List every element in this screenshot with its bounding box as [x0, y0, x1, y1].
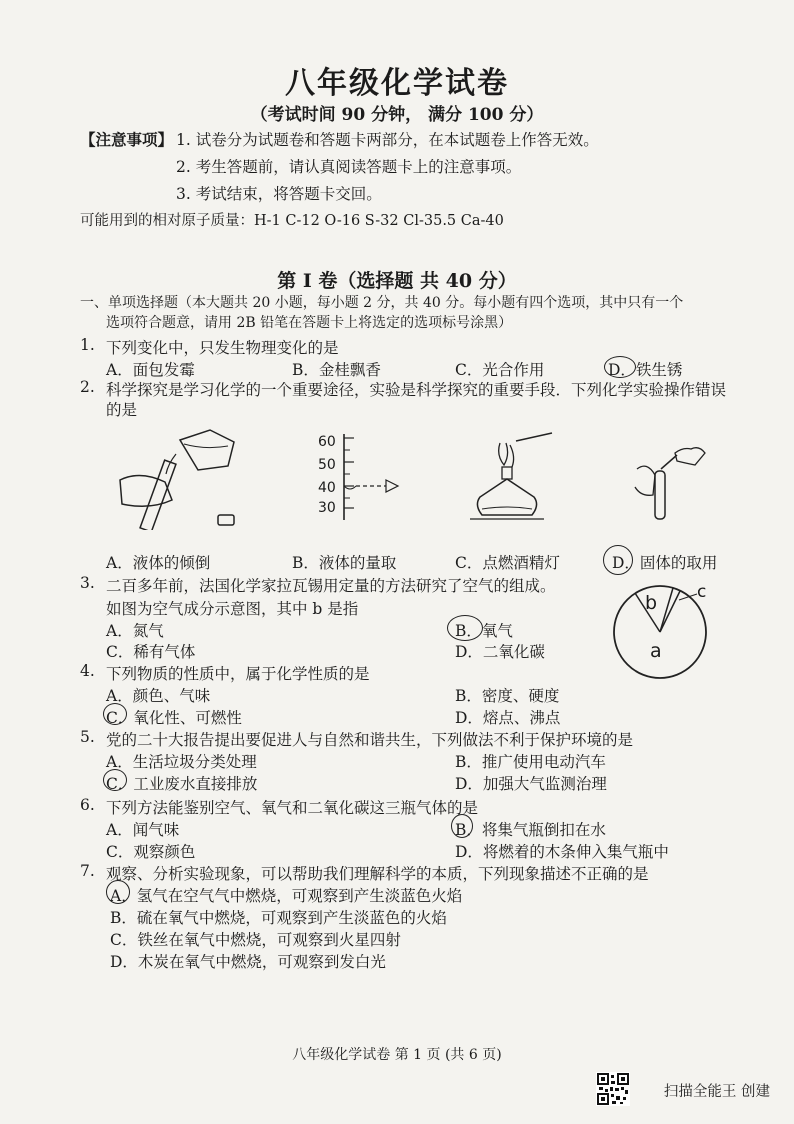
q4-option-c: C．氧化性、可燃性 — [106, 709, 242, 727]
qr-code-icon — [596, 1072, 630, 1106]
q5-option-a: A．生活垃圾分类处理 — [106, 753, 257, 771]
pie-label-c: c — [697, 582, 707, 602]
q7-option-c: C．铁丝在氧气中燃烧，可观察到火星四射 — [110, 931, 401, 949]
section-title: 第 I 卷（选择题 共 40 分） — [277, 270, 517, 292]
q6-stem: 下列方法能鉴别空气、氧气和二氧化碳这三瓶气体的是 — [106, 799, 479, 817]
q1-number: 1. — [80, 336, 95, 354]
q7-stem: 观察、分析实验现象，可以帮助我们理解科学的本质，下列现象描述不正确的是 — [106, 865, 649, 883]
q5-stem: 党的二十大报告提出要促进人与自然和谐共生，下列做法不利于保护环境的是 — [106, 731, 634, 749]
q3-option-c: C．稀有气体 — [106, 643, 196, 661]
q1-stem: 下列变化中，只发生物理变化的是 — [106, 339, 339, 357]
pie-label-b: b — [645, 592, 658, 614]
q7-option-d: D．木炭在氧气中燃烧，可观察到发白光 — [110, 953, 386, 971]
answer-mark-q3 — [447, 615, 483, 641]
note-item-3: 3. 考试结束，将答题卡交回。 — [176, 185, 382, 203]
cylinder-tick-30: 30 — [318, 500, 336, 516]
page-footer: 八年级化学试卷 第 1 页 (共 6 页) — [292, 1047, 502, 1063]
pour-liquid-figure-hitbox — [108, 420, 246, 530]
q3-option-d: D．二氧化碳 — [455, 643, 545, 661]
q5-option-d: D．加强大气监测治理 — [455, 775, 607, 793]
q1-option-a: A．面包发霉 — [106, 361, 195, 379]
q6-option-c: C．观察颜色 — [106, 843, 196, 861]
q6-option-a: A．闻气味 — [106, 821, 180, 839]
answer-mark-q1 — [604, 356, 636, 378]
q2-number: 2. — [80, 378, 95, 396]
cylinder-tick-60: 60 — [318, 434, 336, 450]
q7-option-a: A．氢气在空气气中燃烧，可观察到产生淡蓝色火焰 — [110, 887, 463, 905]
answer-mark-q7 — [106, 880, 130, 904]
q4-option-a: A．颜色、气味 — [106, 687, 211, 705]
cylinder-tick-40: 40 — [318, 480, 336, 496]
q4-option-b: B．密度、硬度 — [455, 687, 560, 705]
q2-option-b: B．液体的量取 — [292, 554, 397, 572]
note-item-2: 2. 考生答题前，请认真阅读答题卡上的注意事项。 — [176, 158, 522, 176]
q7-option-b: B．硫在氧气中燃烧，可观察到产生淡蓝色的火焰 — [110, 909, 447, 927]
q6-option-d: D．将燃着的木条伸入集气瓶中 — [455, 843, 669, 861]
graduated-cylinder-figure — [300, 430, 410, 522]
answer-mark-q4 — [103, 703, 127, 725]
q5-number: 5. — [80, 728, 95, 746]
q4-option-d: D．熔点、沸点 — [455, 709, 561, 727]
alcohol-lamp-figure — [460, 425, 560, 530]
q2-stem: 科学探究是学习化学的一个重要途径，实验是科学探究的重要手段．下列化学实验操作错误 — [106, 381, 727, 399]
q5-option-b: B．推广使用电动汽车 — [455, 753, 606, 771]
q3-option-a: A．氮气 — [106, 622, 164, 640]
page-title: 八年级化学试卷 — [285, 66, 509, 101]
notes-label: 【注意事项】 — [80, 130, 174, 149]
q2-stem-cont: 的是 — [106, 401, 138, 419]
q7-number: 7. — [80, 862, 95, 880]
q4-number: 4. — [80, 662, 95, 680]
q3-number: 3. — [80, 574, 95, 592]
answer-mark-q2 — [603, 545, 633, 575]
section-instruction-2: 选项符合题意，请用 2B 铅笔在答题卡上将选定的选项标号涂黑） — [106, 315, 513, 331]
cylinder-tick-50: 50 — [318, 457, 336, 473]
air-composition-pie — [605, 578, 725, 688]
solid-taking-figure — [625, 425, 715, 525]
q2-option-a: A．液体的倾倒 — [106, 554, 211, 572]
exam-duration-score: （考试时间 90 分钟， 满分 100 分） — [250, 105, 544, 125]
q2-option-d: D．固体的取用 — [612, 554, 718, 572]
q6-number: 6. — [80, 796, 95, 814]
q4-stem: 下列物质的性质中，属于化学性质的是 — [106, 665, 370, 683]
scanner-watermark: 扫描全能王 创建 — [663, 1084, 770, 1100]
section-instruction-1: 一、单项选择题（本大题共 20 小题，每小题 2 分，共 40 分。每小题有四个选项，其中只有一个 — [80, 295, 684, 311]
q1-option-d: D．铁生锈 — [608, 361, 683, 379]
pie-label-a: a — [650, 640, 662, 662]
q1-option-b: B．金桂飘香 — [292, 361, 381, 379]
q3-stem: 二百多年前，法国化学家拉瓦锡用定量的方法研究了空气的组成。 — [106, 577, 556, 595]
q6-option-b: B．将集气瓶倒扣在水 — [455, 821, 606, 839]
q3-stem-cont: 如图为空气成分示意图，其中 b 是指 — [106, 600, 359, 618]
answer-mark-q5 — [103, 769, 127, 791]
q1-option-c: C．光合作用 — [455, 361, 545, 379]
q5-option-c: C．工业废水直接排放 — [106, 775, 258, 793]
q3-option-b: B．氧气 — [455, 622, 513, 640]
note-item-1: 1. 试卷分为试题卷和答题卡两部分，在本试题卷上作答无效。 — [176, 131, 599, 149]
q2-option-c: C．点燃酒精灯 — [455, 554, 560, 572]
atomic-masses: 可能用到的相对原子质量：H-1 C-12 O-16 S-32 Cl-35.5 Ca-40 — [80, 213, 504, 229]
answer-mark-q6 — [451, 814, 473, 838]
